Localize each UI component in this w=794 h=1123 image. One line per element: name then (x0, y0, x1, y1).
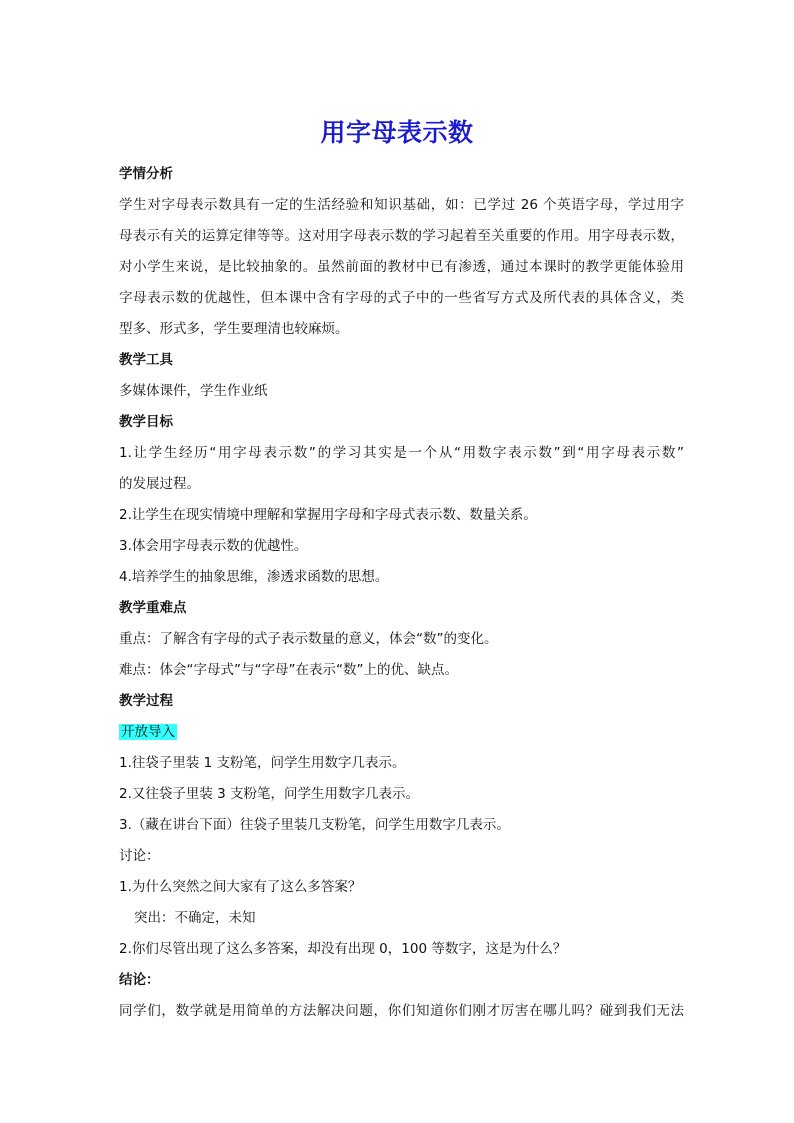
key-difficult-heading: 教学重难点 (119, 600, 187, 616)
conclusion-text: 同学们，数学就是用简单的方法解决问题，你们知道你们刚才厉害在哪儿吗？碰到我们无法 (119, 1003, 684, 1019)
discuss-answer: 突出：不确定，未知 (134, 910, 256, 926)
intro-step: 3.（藏在讲台下面）往袋子里装几支粉笔，问学生用数字几表示。 (119, 817, 510, 833)
analysis-line: 母表示有关的运算定律等等。这对用字母表示数的学习起着至关重要的作用。用字母表示数， (119, 228, 684, 244)
tools-heading: 教学工具 (119, 352, 173, 368)
intro-step: 1.往袋子里装 1 支粉笔，问学生用数字几表示。 (119, 755, 406, 771)
goals-heading: 教学目标 (119, 414, 173, 430)
analysis-line: 型多、形式多，学生要理清也较麻烦。 (119, 321, 349, 337)
analysis-line: 学生对字母表示数具有一定的生活经验和知识基础，如：已学过 26 个英语字母，学过用字 (119, 197, 684, 213)
goal-line: 1.让学生经历“用字母表示数”的学习其实是一个从“用数字表示数”到“用字母表示数” (119, 445, 684, 461)
intro-label: 开放导入 (121, 724, 175, 740)
discuss-question: 2.你们尽管出现了这么多答案，却没有出现 0，100 等数字，这是为什么？ (119, 941, 567, 957)
goal-line: 4.培养学生的抽象思维，渗透求函数的思想。 (119, 569, 389, 585)
goal-line: 2.让学生在现实情境中理解和掌握用字母和字母式表示数、数量关系。 (119, 507, 537, 523)
intro-step: 2.又往袋子里装 3 支粉笔，问学生用数字几表示。 (119, 786, 420, 802)
discuss-heading: 讨论： (119, 848, 160, 864)
process-heading: 教学过程 (119, 693, 173, 709)
intro-label-row (119, 721, 684, 752)
goal-line: 3.体会用字母表示数的优越性。 (119, 538, 308, 554)
tools-text: 多媒体课件，学生作业纸 (119, 383, 268, 399)
goal-line: 的发展过程。 (119, 476, 200, 492)
conclusion-heading: 结论： (119, 972, 160, 988)
discuss-question: 1.为什么突然之间大家有了这么多答案？ (119, 879, 362, 895)
analysis-line: 字母表示数的优越性，但本课中含有字母的式子中的一些省写方式及所代表的具体含义，类 (119, 290, 684, 306)
document-body (119, 163, 684, 1031)
analysis-line: 对小学生来说，是比较抽象的。虽然前面的教材中已有渗透，通过本课时的教学更能体验用 (119, 259, 684, 275)
key-point: 重点：了解含有字母的式子表示数量的意义，体会“数”的变化。 (119, 631, 498, 647)
difficult-point: 难点：体会“字母式”与“字母”在表示“数”上的优、缺点。 (119, 662, 458, 678)
analysis-heading: 学情分析 (119, 166, 173, 182)
page-title: 用字母表示数 (320, 118, 474, 147)
